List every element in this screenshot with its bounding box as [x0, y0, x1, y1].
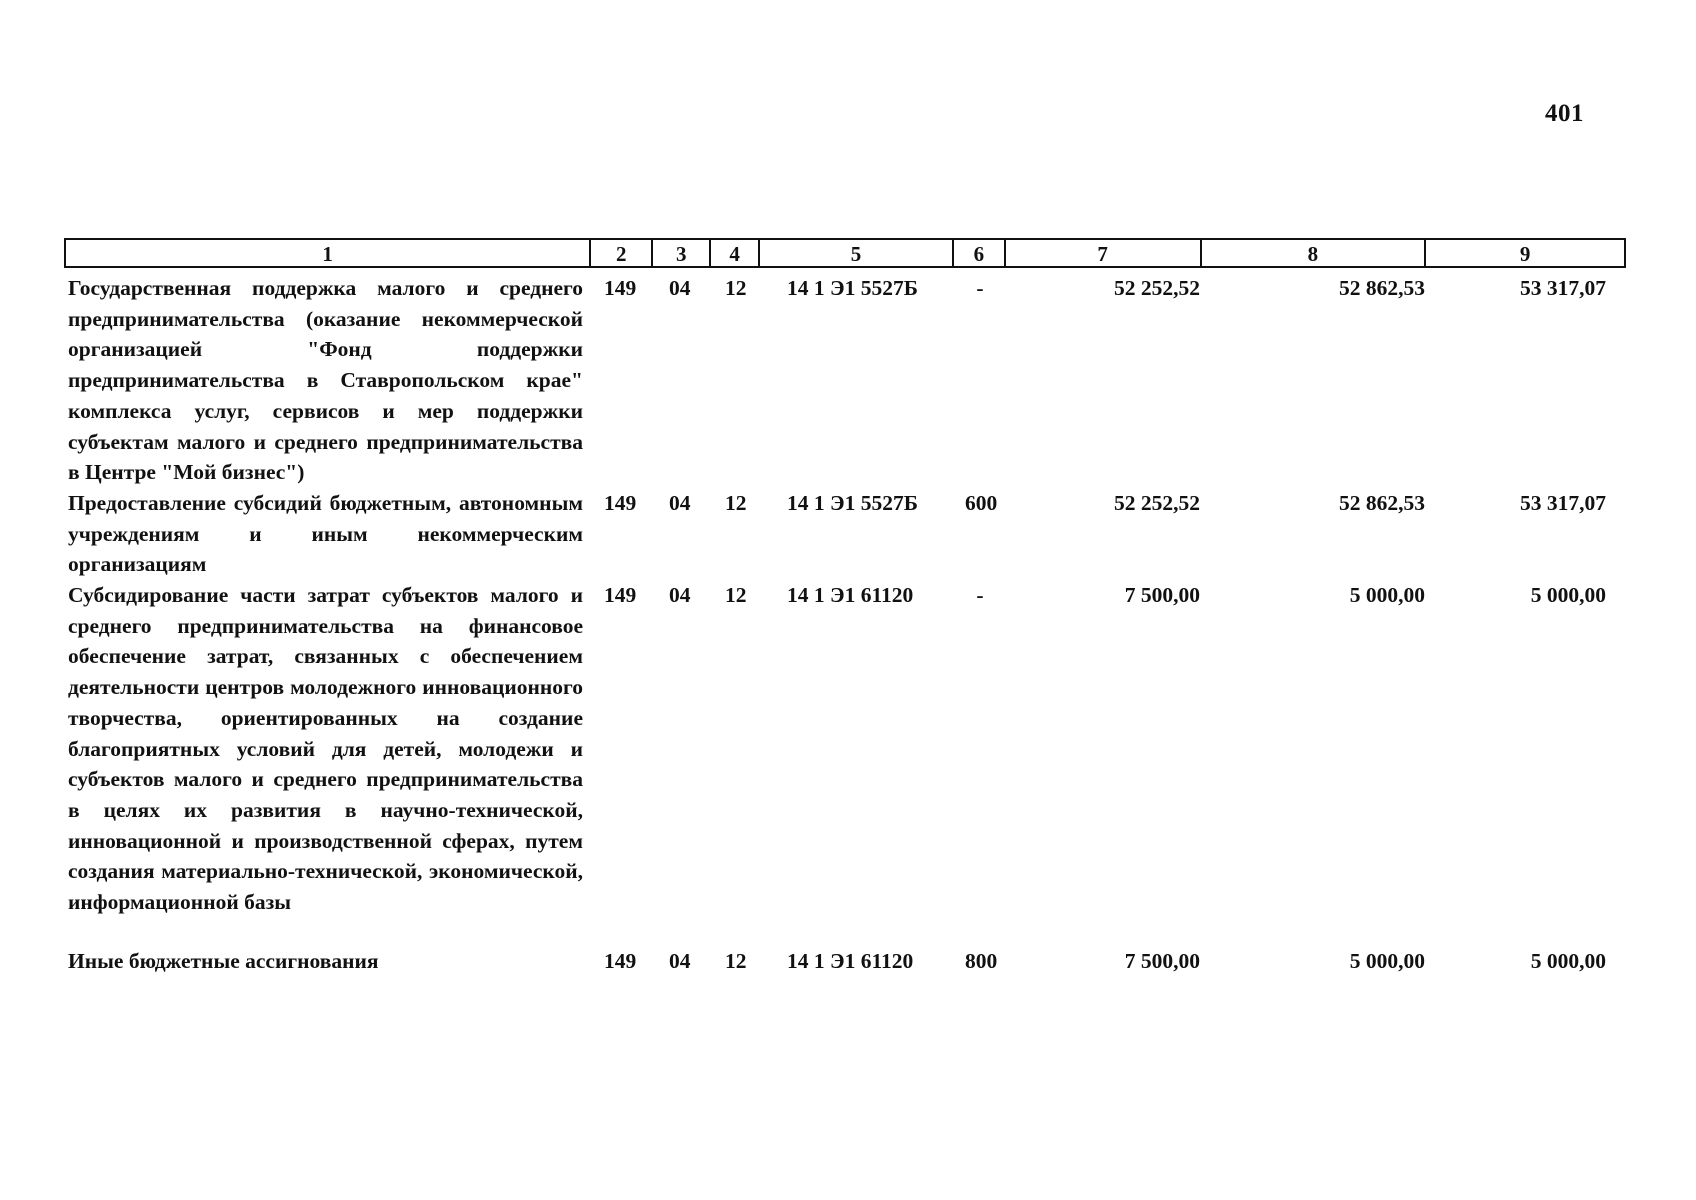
column-header-2: 2: [591, 240, 653, 266]
row-value-9: 53 317,07: [1520, 491, 1606, 515]
row-section: 04: [669, 949, 691, 973]
column-header-1: 1: [66, 240, 591, 266]
row-expense-type: -: [976, 583, 984, 607]
row-description: Субсидирование части затрат субъектов малого и среднего предпринимательства на финансовое обеспечение затрат, связанных с обеспечением деятельности центров молодежного инновационного творчества, ориентированных на создание благоприятных условий для детей, молодежи и субъектов малого и среднего предпринимательства в целях их развития в научно-технической, инновационной и производственной сферах, путем создания материально-технической, экономической, информационной базы: [68, 583, 583, 915]
row-target-article: 14 1 Э1 61120: [787, 949, 914, 973]
row-section: 04: [669, 276, 691, 300]
row-description: Государственная поддержка малого и среднего предпринимательства (оказание некоммерческой организацией "Фонд поддержки предпринимательства в Ставропольском крае" комплекса услуг, сервисов и мер поддержки субъектам малого и среднего предпринимательства в Центре "Мой бизнес"): [68, 276, 583, 485]
row-expense-type: -: [976, 276, 984, 300]
row-value-8: 52 862,53: [1339, 491, 1425, 515]
column-header-7: 7: [1006, 240, 1202, 266]
column-header-6: 6: [954, 240, 1006, 266]
row-code: 149: [604, 949, 637, 973]
row-value-9: 5 000,00: [1530, 583, 1606, 607]
page-number: 401: [1545, 100, 1584, 127]
column-header-3: 3: [653, 240, 711, 266]
row-description: Иные бюджетные ассигнования: [68, 949, 379, 973]
column-header-8: 8: [1202, 240, 1427, 266]
row-value-7: 7 500,00: [1124, 949, 1200, 973]
row-target-article: 14 1 Э1 61120: [787, 583, 914, 607]
row-target-article: 14 1 Э1 5527Б: [787, 491, 918, 515]
row-value-9: 5 000,00: [1530, 949, 1606, 973]
row-subsection: 12: [725, 583, 747, 607]
row-description: Предоставление субсидий бюджетным, автономным учреждениям и иным некоммерческим организациям: [68, 491, 583, 577]
row-code: 149: [604, 491, 637, 515]
row-subsection: 12: [725, 491, 747, 515]
row-section: 04: [669, 491, 691, 515]
column-header-9: 9: [1519, 242, 1531, 266]
row-subsection: 12: [725, 276, 747, 300]
column-header-5: 5: [760, 240, 954, 266]
row-expense-type: 800: [965, 949, 998, 973]
row-value-7: 52 252,52: [1114, 491, 1200, 515]
row-value-8: 52 862,53: [1339, 276, 1425, 300]
row-value-7: 7 500,00: [1124, 583, 1200, 607]
row-code: 149: [604, 583, 637, 607]
row-target-article: 14 1 Э1 5527Б: [787, 276, 918, 300]
row-subsection: 12: [725, 949, 747, 973]
row-value-8: 5 000,00: [1349, 949, 1425, 973]
row-code: 149: [604, 276, 637, 300]
row-section: 04: [669, 583, 691, 607]
row-value-8: 5 000,00: [1349, 583, 1425, 607]
row-value-9: 53 317,07: [1520, 276, 1606, 300]
row-expense-type: 600: [965, 491, 998, 515]
row-value-7: 52 252,52: [1114, 276, 1200, 300]
column-header-4: 4: [711, 240, 760, 266]
table-header: [64, 238, 1626, 268]
